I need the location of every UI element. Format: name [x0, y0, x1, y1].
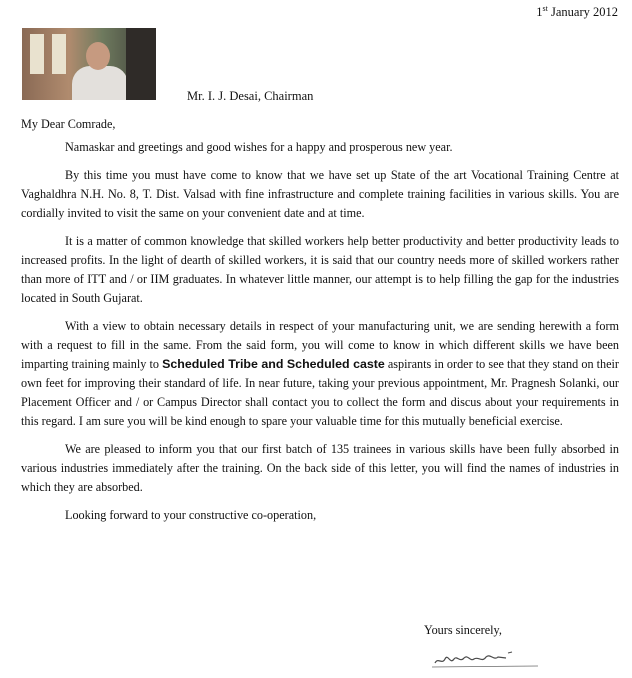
p4-text-start: With a view to obtain necessary details in respect of your manufacturing unit, we are sending herewith a form with a request to fill in the same. From the said form, you will come to know in which different skills we have been imparting training mainly to — [21, 319, 619, 371]
photo-figure-head — [86, 42, 110, 70]
date-suffix: st — [542, 4, 548, 13]
paragraph-first-batch: We are pleased to inform you that our first batch of 135 trainees in various skills have been fully absorbed in various industries immediately after the training. On the back side of this letter, you will find the names of industries in which they are absorbed. — [21, 442, 619, 494]
chairman-caption: Mr. I. J. Desai, Chairman — [187, 89, 314, 103]
paragraph-greeting: Namaskar and greetings and good wishes for a happy and prosperous new year. — [65, 140, 453, 154]
photo-figure-body — [72, 66, 128, 100]
salutation: My Dear Comrade, — [21, 117, 116, 131]
paragraph-form-request — [21, 317, 619, 431]
date-day: 1 — [536, 5, 543, 20]
p4-bold-highlight: Scheduled Tribe and Scheduled caste — [162, 357, 385, 371]
paragraph-skilled-workers: It is a matter of common knowledge that skilled workers help better productivity and better productivity leads to increased profits. In the light of dearth of skilled workers, it is said that our country needs more of skilled workers rather than more of ITT and / or IIM graduates. In whatever little manner, our attempt is to help filling the gap for the industries located in South Gujarat. — [21, 234, 619, 305]
letter-body — [21, 115, 619, 525]
photo-window-left — [30, 34, 44, 74]
photo-window-right — [52, 34, 66, 74]
paragraph-training-centre: By this time you must have come to know that we have set up State of the art Vocational Training Centre at Vaghaldhra N.H. No. 8, T. Dist. Valsad with fine infrastructure and complete training facilities in various skills. You are cordially invited to visit the same on your convenient date and at time. — [21, 168, 619, 220]
photo-doorway — [126, 28, 156, 100]
p4-text-end: aspirants in order to see that they stand on their own feet for improving their standard of life. In near future, taking your previous appointment, Mr. Pragnesh Solanki, our Placement Officer and / or Campus Director shall contact you to collect the form and discus about your requirements in this regard. I am sure you will be kind enough to spare your valuable time for this mutually beneficial exercise. — [21, 357, 619, 428]
paragraph-closing-line: Looking forward to your constructive co-operation, — [65, 508, 317, 522]
chairman-photo — [22, 28, 156, 100]
letter-date — [536, 4, 618, 20]
date-month-year: January 2012 — [547, 5, 618, 20]
signature-image — [410, 643, 550, 673]
closing-yours-sincerely: Yours sincerely, — [424, 623, 502, 637]
